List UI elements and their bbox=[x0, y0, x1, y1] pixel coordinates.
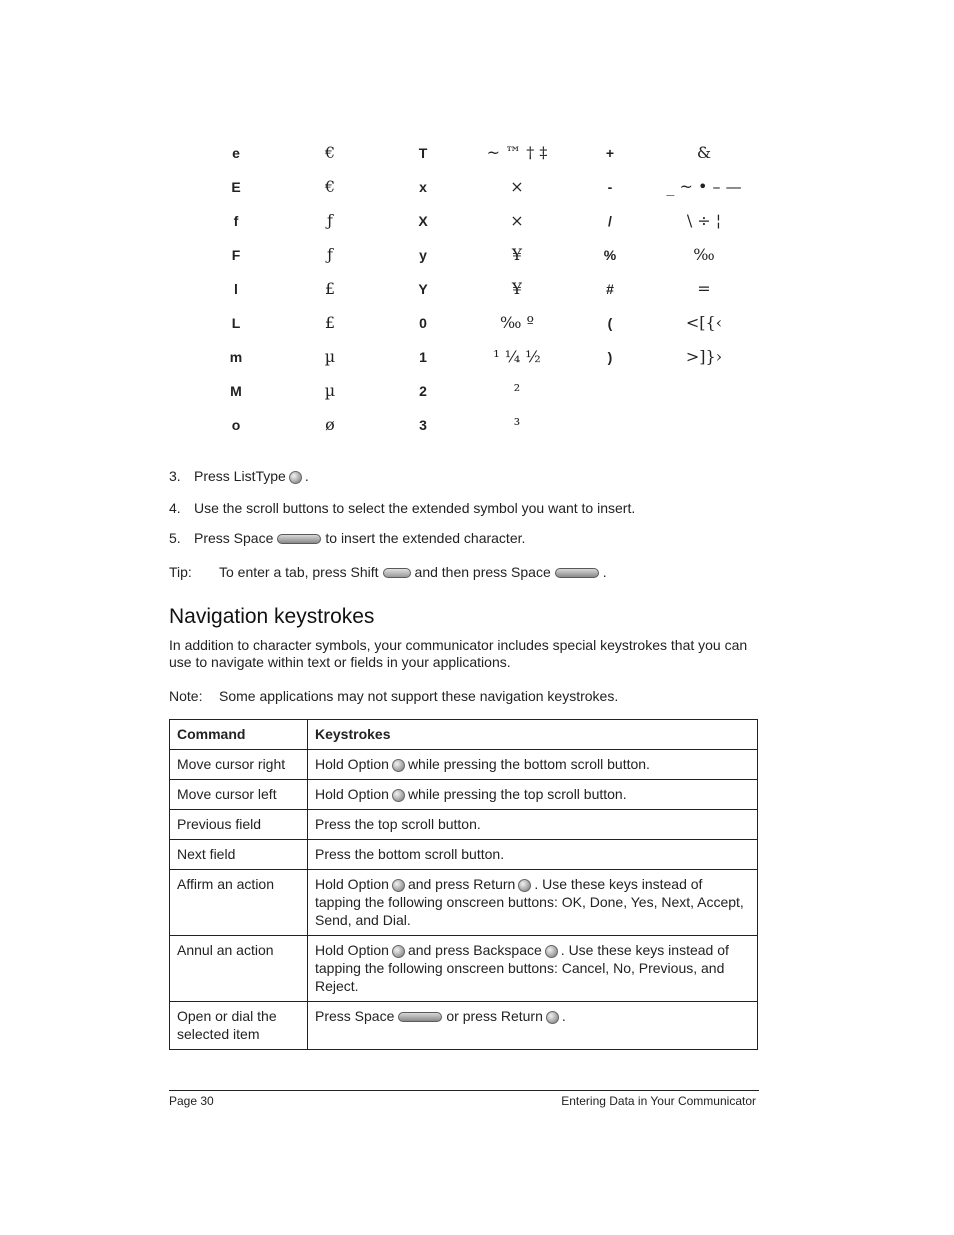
step-text-after: to insert the extended character. bbox=[325, 530, 526, 546]
table-row bbox=[170, 840, 758, 870]
note-label: Note: bbox=[169, 688, 203, 704]
keystroke-text: while pressing the bottom scroll button. bbox=[407, 756, 650, 772]
key-letter: Y bbox=[418, 281, 428, 297]
keystroke-text: . bbox=[561, 1008, 566, 1024]
extended-symbols: ³ bbox=[513, 415, 521, 434]
symbol-row bbox=[0, 376, 954, 410]
symbol-row bbox=[0, 274, 954, 308]
step-text: Press Space bbox=[194, 530, 274, 546]
navigation-keystrokes-table bbox=[169, 719, 758, 1050]
key-letter: 1 bbox=[419, 349, 427, 365]
symbol-row bbox=[0, 240, 954, 274]
symbol-row bbox=[0, 342, 954, 376]
command-cell: Affirm an action bbox=[170, 870, 308, 936]
step-number: 5. bbox=[169, 530, 181, 546]
key-letter: e bbox=[232, 145, 240, 161]
keystroke-text: Hold Option bbox=[315, 756, 389, 772]
extended-symbols: ƒ bbox=[327, 211, 333, 230]
extended-symbols: \ ÷ ¦ bbox=[686, 211, 722, 230]
command-cell: Open or dial the selected item bbox=[170, 1002, 308, 1050]
option-key-icon bbox=[392, 789, 405, 802]
command-cell: Move cursor right bbox=[170, 750, 308, 780]
extended-symbols: ø bbox=[325, 415, 335, 434]
keystroke-text: Hold Option bbox=[315, 786, 389, 802]
step-3 bbox=[169, 466, 309, 486]
key-letter: / bbox=[608, 213, 612, 229]
extended-symbols: ² bbox=[513, 381, 521, 400]
keystroke-text: Hold Option bbox=[315, 942, 389, 958]
keystrokes-cell bbox=[308, 1002, 758, 1050]
command-cell: Previous field bbox=[170, 810, 308, 840]
symbol-row bbox=[0, 410, 954, 444]
tip-label: Tip: bbox=[169, 564, 192, 580]
table-row bbox=[170, 810, 758, 840]
extended-symbols: ‰ bbox=[693, 245, 715, 264]
command-cell: Annul an action bbox=[170, 936, 308, 1002]
keystroke-text: while pressing the top scroll button. bbox=[407, 786, 627, 802]
command-cell: Move cursor left bbox=[170, 780, 308, 810]
key-letter: M bbox=[230, 383, 242, 399]
keystroke-text: . Use these keys instead of tapping the following onscreen buttons: OK, Done, Yes, Next, Accept, Send, and Dial. bbox=[315, 876, 744, 928]
option-key-icon bbox=[392, 879, 405, 892]
key-letter: L bbox=[231, 315, 241, 331]
option-key-icon bbox=[392, 759, 405, 772]
step-number: 3. bbox=[169, 468, 181, 484]
space-key-icon bbox=[555, 568, 599, 578]
keystrokes-cell bbox=[308, 870, 758, 936]
extended-symbols: ¥ bbox=[511, 245, 523, 264]
column-header-keystrokes: Keystrokes bbox=[308, 720, 758, 750]
return-key-icon bbox=[546, 1011, 559, 1024]
extended-symbols: <[{‹ bbox=[685, 313, 723, 332]
keystrokes-cell: Press the bottom scroll button. bbox=[308, 840, 758, 870]
key-letter: - bbox=[607, 179, 613, 195]
table-row bbox=[170, 1002, 758, 1050]
space-key-icon bbox=[398, 1012, 442, 1022]
footer-rule bbox=[169, 1090, 759, 1091]
symbol-row bbox=[0, 172, 954, 206]
keystrokes-cell bbox=[308, 936, 758, 1002]
keystroke-text: Hold Option bbox=[315, 876, 389, 892]
extended-symbols: £ bbox=[324, 279, 336, 298]
key-letter: ( bbox=[607, 315, 613, 331]
key-letter: ) bbox=[607, 349, 613, 365]
tip-text: and then press Space bbox=[414, 564, 551, 580]
table-row bbox=[170, 870, 758, 936]
key-letter: + bbox=[605, 145, 615, 161]
symbol-row bbox=[0, 206, 954, 240]
key-letter: 3 bbox=[419, 417, 427, 433]
extended-symbols: ¥ bbox=[511, 279, 523, 298]
key-letter: # bbox=[606, 281, 614, 297]
step-number: 4. bbox=[169, 500, 181, 516]
note bbox=[169, 686, 618, 706]
extended-symbols: £ bbox=[324, 313, 336, 332]
key-letter: o bbox=[231, 417, 241, 433]
option-key-icon bbox=[392, 945, 405, 958]
section-intro: In addition to character symbols, your communicator includes special keystrokes that you can use to navigate within text or fields in your applications. bbox=[169, 637, 748, 670]
key-letter: f bbox=[233, 213, 239, 229]
extended-symbols: = bbox=[697, 279, 711, 298]
step-5 bbox=[169, 528, 525, 548]
shift-key-icon bbox=[383, 568, 411, 578]
extended-symbols: µ bbox=[324, 347, 336, 366]
extended-symbols: € bbox=[324, 177, 336, 196]
keystrokes-cell bbox=[308, 750, 758, 780]
key-letter: E bbox=[231, 179, 241, 195]
keystroke-text: and press Backspace bbox=[407, 942, 542, 958]
backspace-key-icon bbox=[545, 945, 558, 958]
symbol-row bbox=[0, 308, 954, 342]
step-text: Press ListType bbox=[194, 468, 286, 484]
keystroke-text: or press Return bbox=[446, 1008, 543, 1024]
key-letter: % bbox=[603, 247, 617, 263]
return-key-icon bbox=[518, 879, 531, 892]
key-letter: X bbox=[418, 213, 428, 229]
extended-symbols: µ bbox=[324, 381, 336, 400]
keystrokes-cell bbox=[308, 780, 758, 810]
extended-symbols: × bbox=[510, 177, 524, 196]
extended-symbols: ¹ ¼ ½ bbox=[493, 347, 541, 366]
step-text: Use the scroll buttons to select the extended symbol you want to insert. bbox=[194, 500, 636, 516]
extended-symbols: >]}› bbox=[685, 347, 723, 366]
page-number: Page 30 bbox=[169, 1094, 214, 1108]
command-cell: Next field bbox=[170, 840, 308, 870]
tip bbox=[169, 562, 607, 582]
table-row bbox=[170, 750, 758, 780]
section-heading: Navigation keystrokes bbox=[169, 605, 375, 628]
step-text-after: . bbox=[304, 468, 309, 484]
listtype-key-icon bbox=[289, 471, 302, 484]
tip-text: To enter a tab, press Shift bbox=[219, 564, 379, 580]
table-row bbox=[170, 780, 758, 810]
keystroke-text: . Use these keys instead of tapping the following onscreen buttons: Cancel, No, Previous, and Reject. bbox=[315, 942, 729, 994]
key-letter: F bbox=[231, 247, 241, 263]
extended-symbols: × bbox=[510, 211, 524, 230]
key-letter: m bbox=[229, 349, 243, 365]
extended-symbols: ‰ º bbox=[499, 313, 535, 332]
key-letter: l bbox=[234, 281, 238, 297]
extended-symbols: ƒ bbox=[327, 245, 333, 264]
key-letter: 2 bbox=[419, 383, 427, 399]
extended-symbols: ~ ™ † ‡ bbox=[486, 143, 548, 162]
keystroke-text: and press Return bbox=[407, 876, 516, 892]
extended-symbols: € bbox=[324, 143, 336, 162]
tip-text-after: . bbox=[602, 564, 607, 580]
key-letter: T bbox=[418, 145, 428, 161]
table-header-row bbox=[170, 720, 758, 750]
note-text: Some applications may not support these navigation keystrokes. bbox=[219, 688, 619, 704]
key-letter: y bbox=[419, 247, 427, 263]
chapter-title: Entering Data in Your Communicator bbox=[561, 1094, 756, 1108]
table-row bbox=[170, 936, 758, 1002]
extended-symbols: & bbox=[696, 143, 712, 162]
step-4 bbox=[169, 498, 635, 518]
space-key-icon bbox=[277, 534, 321, 544]
key-letter: 0 bbox=[419, 315, 427, 331]
keystrokes-cell: Press the top scroll button. bbox=[308, 810, 758, 840]
key-letter: x bbox=[419, 179, 427, 195]
keystroke-text: Press Space bbox=[315, 1008, 395, 1024]
extended-symbols: _ ~ • – — bbox=[666, 177, 742, 196]
symbol-row bbox=[0, 138, 954, 172]
column-header-command: Command bbox=[170, 720, 308, 750]
